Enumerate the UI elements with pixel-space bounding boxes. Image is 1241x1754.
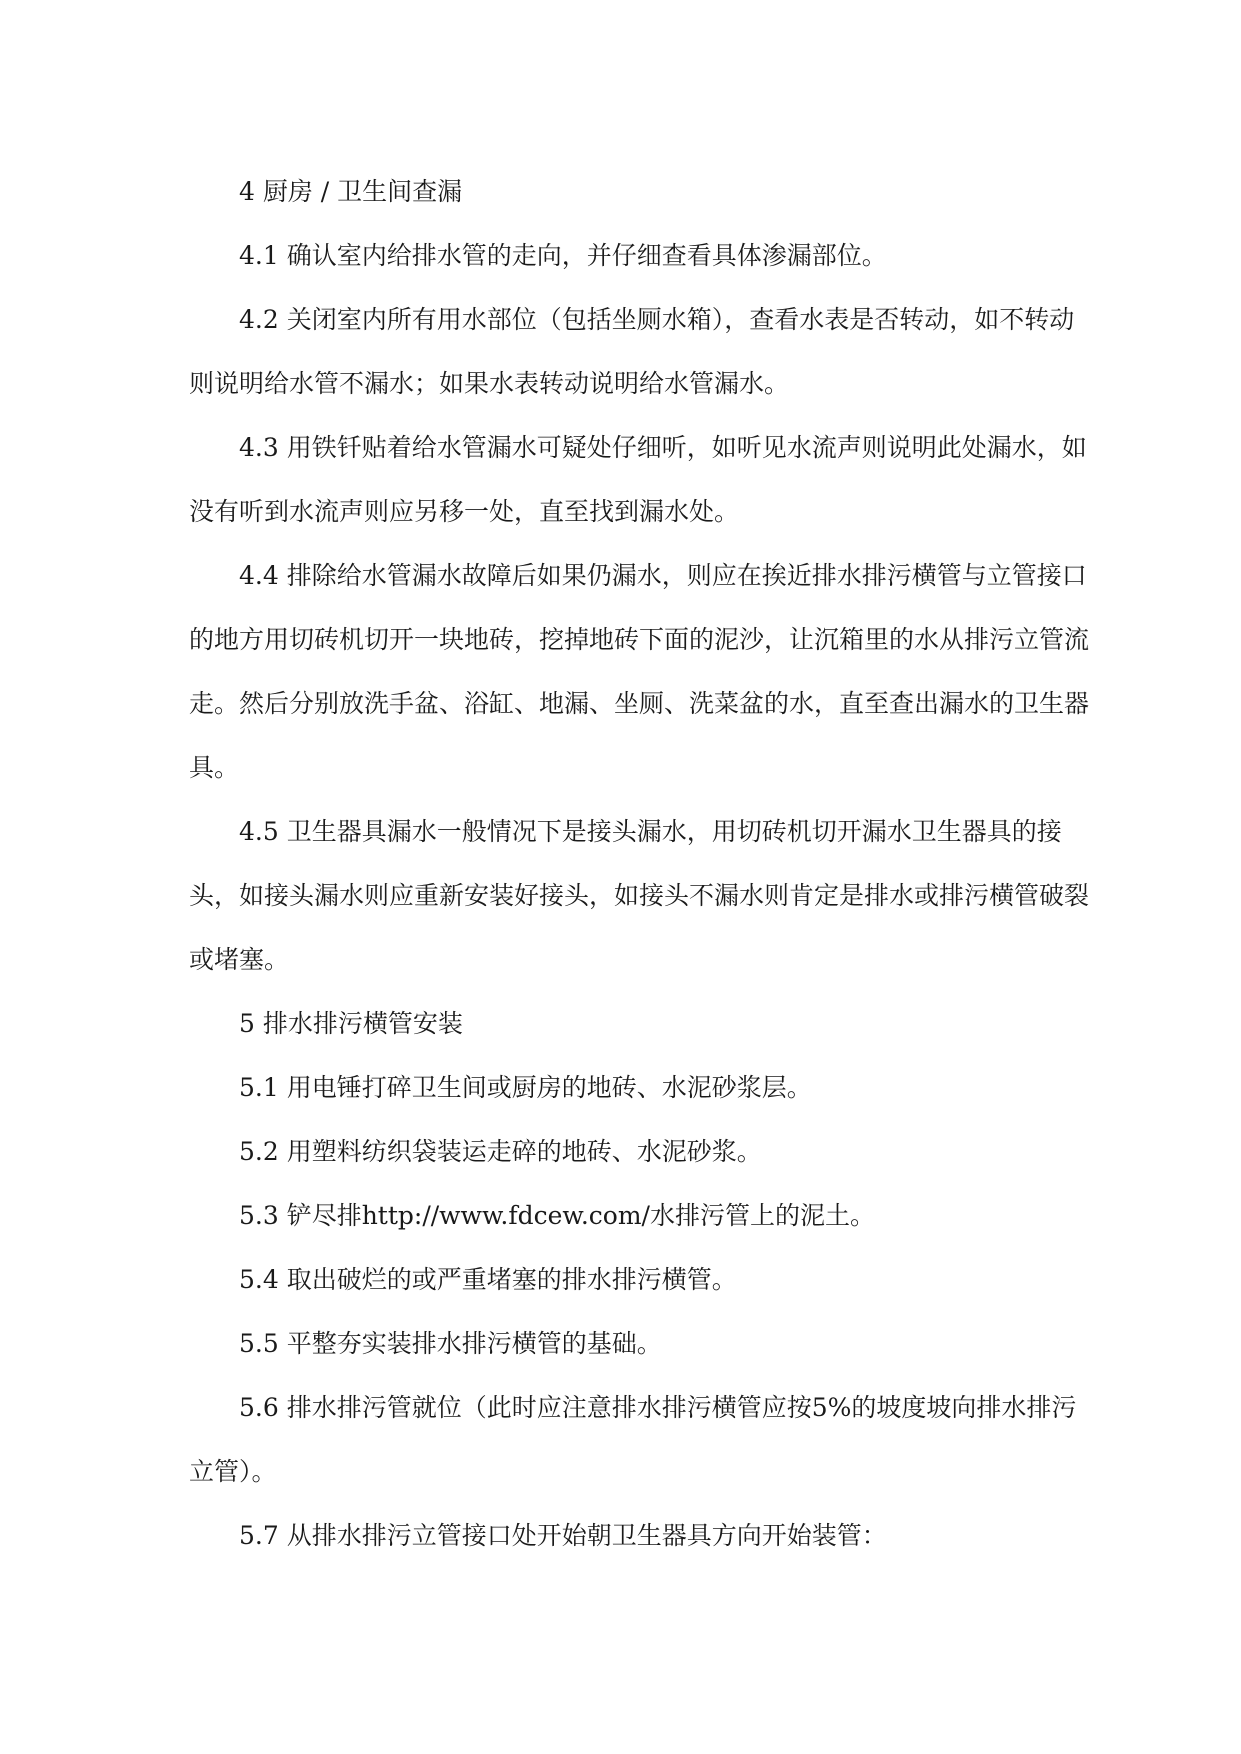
paragraph-4-3: 4.3 用铁钎贴着给水管漏水可疑处仔细听，如听见水流声则说明此处漏水，如没有听到水流声则应另移一处，直至找到漏水处。 — [189, 433, 1087, 526]
paragraph-5-5: 5.5 平整夯实装排水排污横管的基础。 — [239, 1329, 662, 1358]
paragraph-5-3: 5.3 铲尽排http://www.fdcew.com/水排污管上的泥土。 — [239, 1201, 875, 1230]
paragraph-5-2: 5.2 用塑料纺织袋装运走碎的地砖、水泥砂浆。 — [239, 1137, 762, 1166]
paragraph-4-2: 4.2 关闭室内所有用水部位（包括坐厕水箱），查看水表是否转动，如不转动则说明给水管不漏水；如果水表转动说明给水管漏水。 — [189, 305, 1075, 398]
paragraph-4-4: 4.4 排除给水管漏水故障后如果仍漏水，则应在挨近排水排污横管与立管接口的地方用切砖机切开一块地砖，挖掉地砖下面的泥沙，让沉箱里的水从排污立管流走。然后分别放洗手盆、浴缸、地漏、坐厕、洗菜盆的水，直至查出漏水的卫生器具。 — [189, 561, 1090, 782]
paragraph-5-4: 5.4 取出破烂的或严重堵塞的排水排污横管。 — [239, 1265, 737, 1294]
document-body — [189, 160, 1089, 1568]
paragraph-5-1: 5.1 用电锤打碎卫生间或厨房的地砖、水泥砂浆层。 — [239, 1073, 812, 1102]
paragraph-5-7: 5.7 从排水排污立管接口处开始朝卫生器具方向开始装管： — [239, 1521, 887, 1550]
paragraph-5-6: 5.6 排水排污管就位（此时应注意排水排污横管应按5%的坡度坡向排水排污立管）。 — [189, 1393, 1077, 1486]
section-heading-4: 4 厨房 / 卫生间查漏 — [239, 177, 463, 206]
paragraph-4-1: 4.1 确认室内给排水管的走向，并仔细查看具体渗漏部位。 — [239, 241, 887, 270]
paragraph-4-5: 4.5 卫生器具漏水一般情况下是接头漏水，用切砖机切开漏水卫生器具的接头，如接头漏水则应重新安装好接头，如接头不漏水则肯定是排水或排污横管破裂或堵塞。 — [189, 817, 1090, 974]
section-heading-5: 5 排水排污横管安装 — [239, 1009, 463, 1038]
